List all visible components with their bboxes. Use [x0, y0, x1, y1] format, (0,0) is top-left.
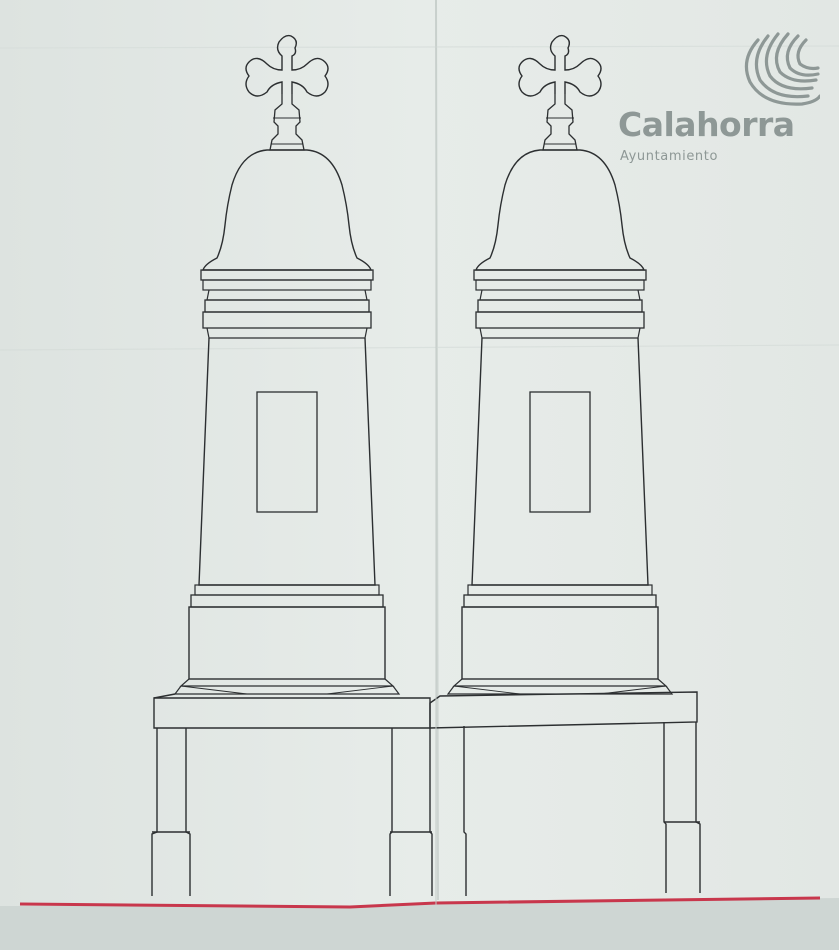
swirl-logo-icon [736, 30, 820, 110]
calahorra-logo [612, 30, 827, 170]
logo-name: Calahorra [618, 105, 795, 144]
logo-subtitle: Ayuntamiento [620, 149, 719, 164]
